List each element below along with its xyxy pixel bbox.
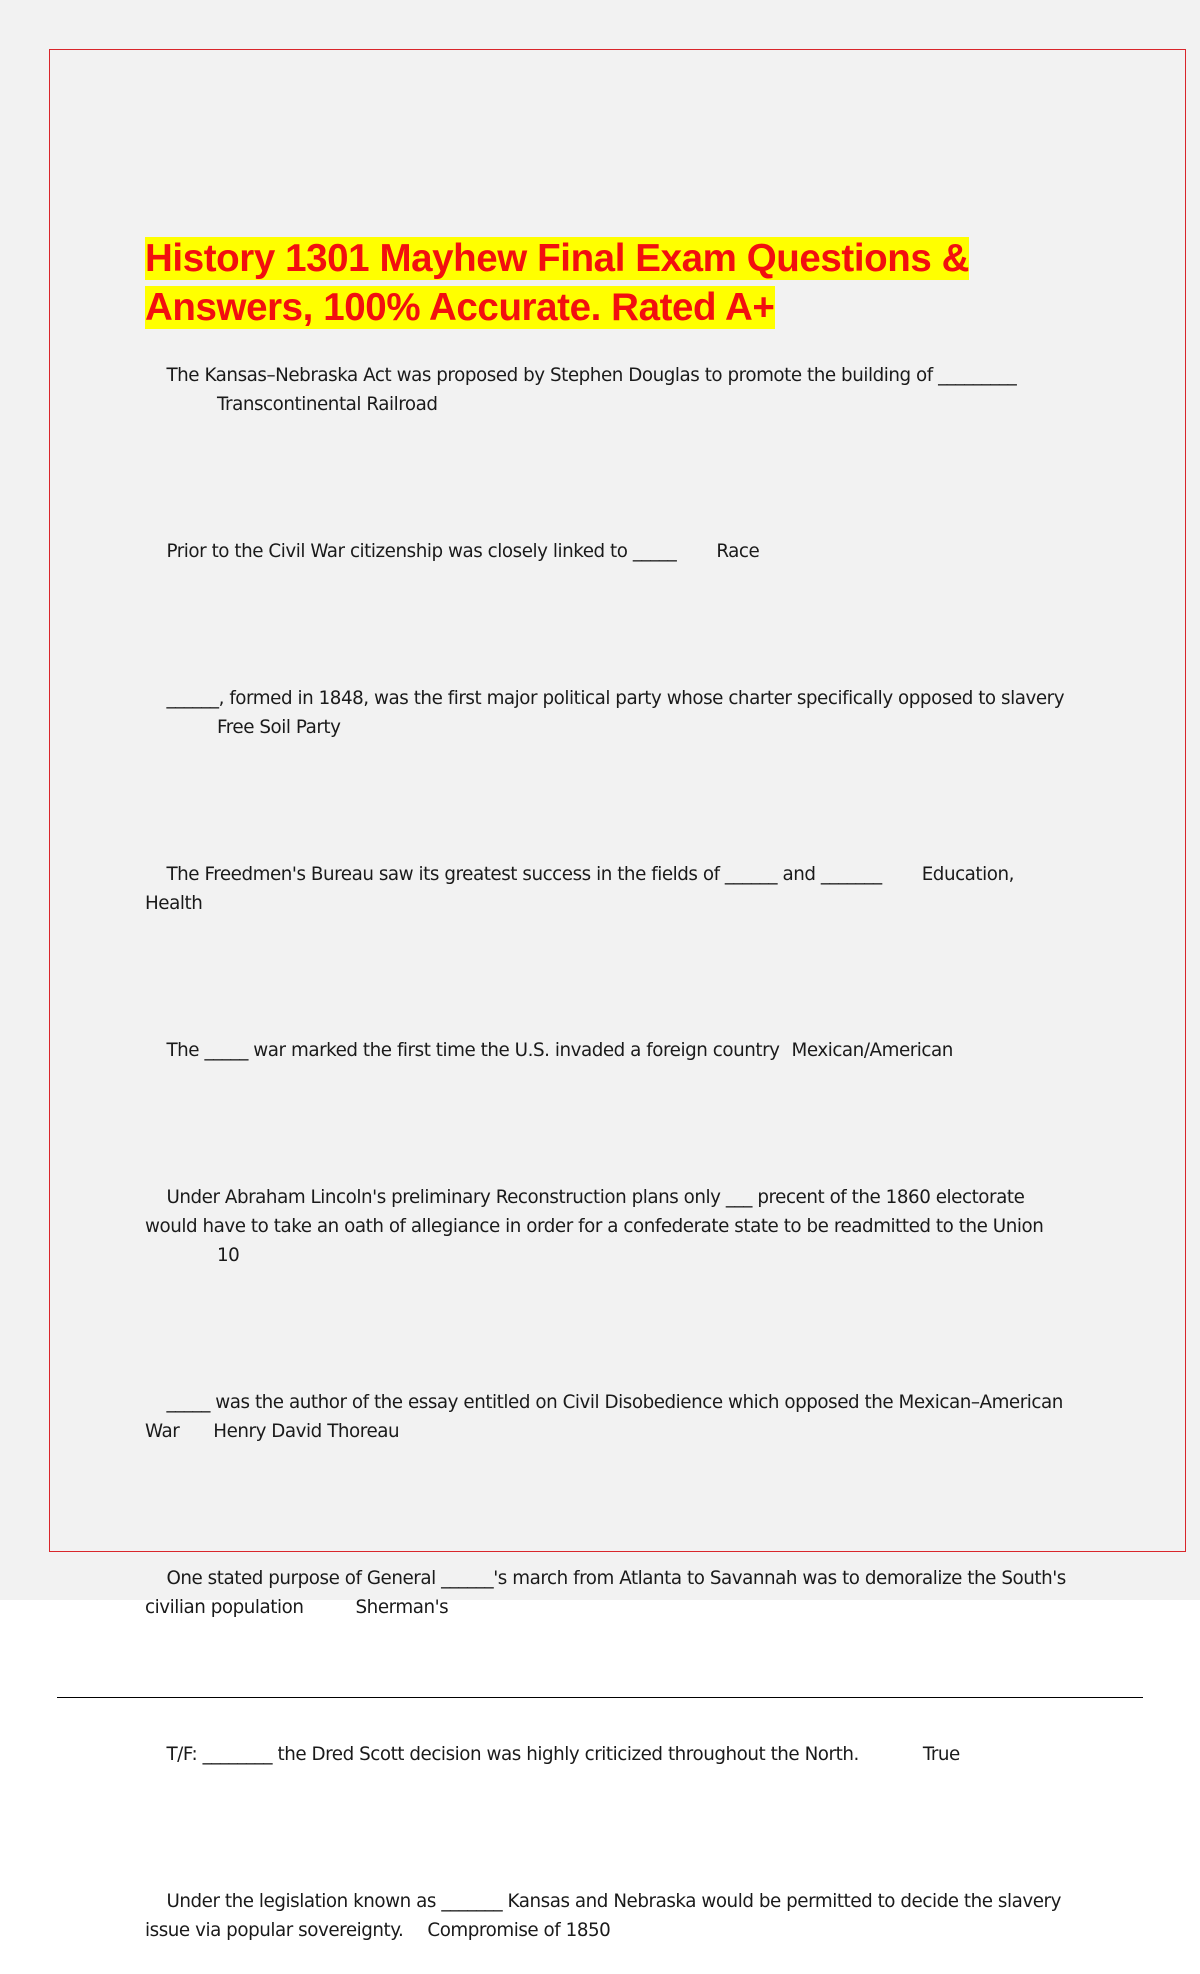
qa-item xyxy=(145,1535,1085,1651)
title-line-2: Answers, 100% Accurate. Rated A+ xyxy=(145,286,775,329)
qa-item xyxy=(145,1154,1085,1299)
answer-text: Transcontinental Railroad xyxy=(217,394,438,415)
question-text: T/F: ________ the Dred Scott decision was highly criticized throughout the North. xyxy=(166,1744,859,1765)
question-text: Prior to the Civil War citizenship was closely linked to _____ xyxy=(166,541,677,562)
question-text: civilian population xyxy=(145,1597,304,1618)
answer-text: Education, xyxy=(921,864,1015,885)
question-text: ______, formed in 1848, was the first major political party whose charter specifically opposed to slavery xyxy=(166,688,1065,709)
answer-text: 10 xyxy=(217,1245,240,1266)
qa-item xyxy=(145,831,1085,947)
answer-text: True xyxy=(922,1744,960,1765)
question-text: Under Abraham Lincoln's preliminary Reconstruction plans only ___ precent of the 1860 electorate xyxy=(166,1187,1025,1208)
question-text: The _____ war marked the first time the U.S. invaded a foreign country xyxy=(166,1040,780,1061)
question-text: The Freedmen's Bureau saw its greatest success in the fields of ______ and _______ xyxy=(166,864,882,885)
qa-item xyxy=(145,332,1085,448)
answer-text: Race xyxy=(716,541,760,562)
document-content xyxy=(145,234,1085,1974)
question-text: _____ was the author of the essay entitled on Civil Disobedience which opposed the Mexican–American xyxy=(166,1392,1063,1413)
answer-text: Health xyxy=(145,893,203,914)
question-text: Under the legislation known as _______ Kansas and Nebraska would be permitted to decide the slavery xyxy=(166,1891,1061,1912)
question-text: issue via popular sovereignty. xyxy=(145,1920,404,1941)
qa-item xyxy=(145,1007,1085,1094)
answer-text: Henry David Thoreau xyxy=(213,1421,400,1442)
question-text: The Kansas–Nebraska Act was proposed by Stephen Douglas to promote the building of _________ xyxy=(166,365,1017,386)
answer-text: Free Soil Party xyxy=(217,717,341,738)
question-text: War xyxy=(145,1421,180,1442)
qa-item xyxy=(145,1711,1085,1798)
qa-item xyxy=(145,655,1085,771)
title-line-1: History 1301 Mayhew Final Exam Questions & xyxy=(145,237,970,280)
answer-text: Mexican/American xyxy=(791,1040,953,1061)
answer-text: Sherman's xyxy=(355,1597,449,1618)
next-page-rule xyxy=(57,1697,1143,1698)
document-title xyxy=(145,234,1085,332)
qa-item xyxy=(145,1858,1085,1974)
qa-item xyxy=(145,1359,1085,1475)
qa-item xyxy=(145,508,1085,595)
answer-text: Compromise of 1850 xyxy=(427,1920,611,1941)
question-text: One stated purpose of General ______'s march from Atlanta to Savannah was to demoralize the South's xyxy=(166,1568,1066,1589)
question-text: would have to take an oath of allegiance in order for a confederate state to be readmitted to the Union xyxy=(145,1216,1044,1237)
